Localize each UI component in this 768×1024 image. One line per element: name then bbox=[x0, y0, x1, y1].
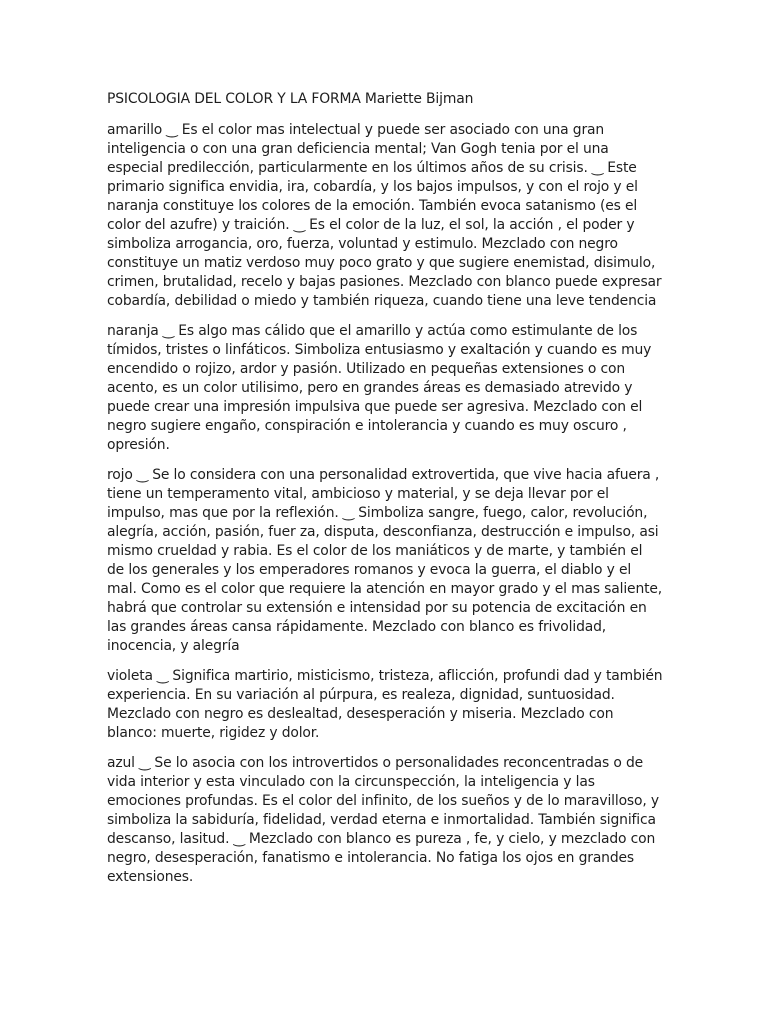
document-title: PSICOLOGIA DEL COLOR Y LA FORMA Mariette Bijman bbox=[107, 91, 474, 107]
document-page bbox=[107, 90, 663, 898]
paragraph-violeta: violeta ‿ Significa martirio, misticismo, tristeza, aflicción, profundi dad y también experiencia. En su variación al púrpura, es realeza, dignidad, suntuosidad. Mezclado con negro es deslealtad, desesperación y miseria. Mezclado con blanco: muerte, rigidez y dolor. bbox=[107, 668, 663, 741]
paragraph-azul: azul ‿ Se lo asocia con los introvertidos o personalidades reconcentradas o de vida interior y esta vinculado con la circunspección, la inteligencia y las emociones profundas. Es el color del infinito, de los sueños y de lo maravilloso, y simboliza la sabiduría, fidelidad, verdad eterna e inmortalidad. También significa descanso, lasitud. ‿ Mezclado con blanco es pureza , fe, y cielo, y mezclado con negro, desesperación, fanatismo e intolerancia. No fatiga los ojos en grandes extensiones. bbox=[107, 755, 659, 885]
paragraph-amarillo: amarillo ‿ Es el color mas intelectual y puede ser asociado con una gran inteligencia o con una gran deficiencia mental; Van Gogh tenia por el una especial predilección, particularmente en los últimos años de su crisis. ‿ Este primario significa envidia, ira, cobardía, y los bajos impulsos, y con el rojo y el naranja constituye los colores de la emoción. También evoca satanismo (es el color del azufre) y traición. ‿ Es el color de la luz, el sol, la acción , el poder y simboliza arrogancia, oro, fuerza, voluntad y estimulo. Mezclado con negro constituye un matiz verdoso muy poco grato y que sugiere enemistad, disimulo, crimen, brutalidad, recelo y bajas pasiones. Mezclado con blanco puede expresar cobardía, debilidad o miedo y también riqueza, cuando tiene una leve tendencia bbox=[107, 122, 662, 309]
paragraph-naranja: naranja ‿ Es algo mas cálido que el amarillo y actúa como estimulante de los tímidos, tristes o linfáticos. Simboliza entusiasmo y exaltación y cuando es muy encendido o rojizo, ardor y pasión. Utilizado en pequeñas extensiones o con acento, es un color utilisimo, pero en grandes áreas es demasiado atrevido y puede crear una impresión impulsiva que puede ser agresiva. Mezclado con el negro sugiere engaño, conspiración e intolerancia y cuando es muy oscuro , opresión. bbox=[107, 323, 652, 453]
paragraph-rojo: rojo ‿ Se lo considera con una personalidad extrovertida, que vive hacia afuera , tiene un temperamento vital, ambicioso y material, y se deja llevar por el impulso, mas que por la reflexión. ‿ Simboliza sangre, fuego, calor, revolución, alegría, acción, pasión, fuer za, disputa, desconfianza, destrucción e impulso, asi mismo crueldad y rabia. Es el color de los maniáticos y de marte, y también el de los generales y los emperadores romanos y evoca la guerra, el diablo y el mal. Como es el color que requiere la atención en mayor grado y el mas saliente, habrá que controlar su extensión e intensidad por su potencia de excitación en las grandes áreas cansa rápidamente. Mezclado con blanco es frivolidad, inocencia, y alegría bbox=[107, 467, 663, 654]
